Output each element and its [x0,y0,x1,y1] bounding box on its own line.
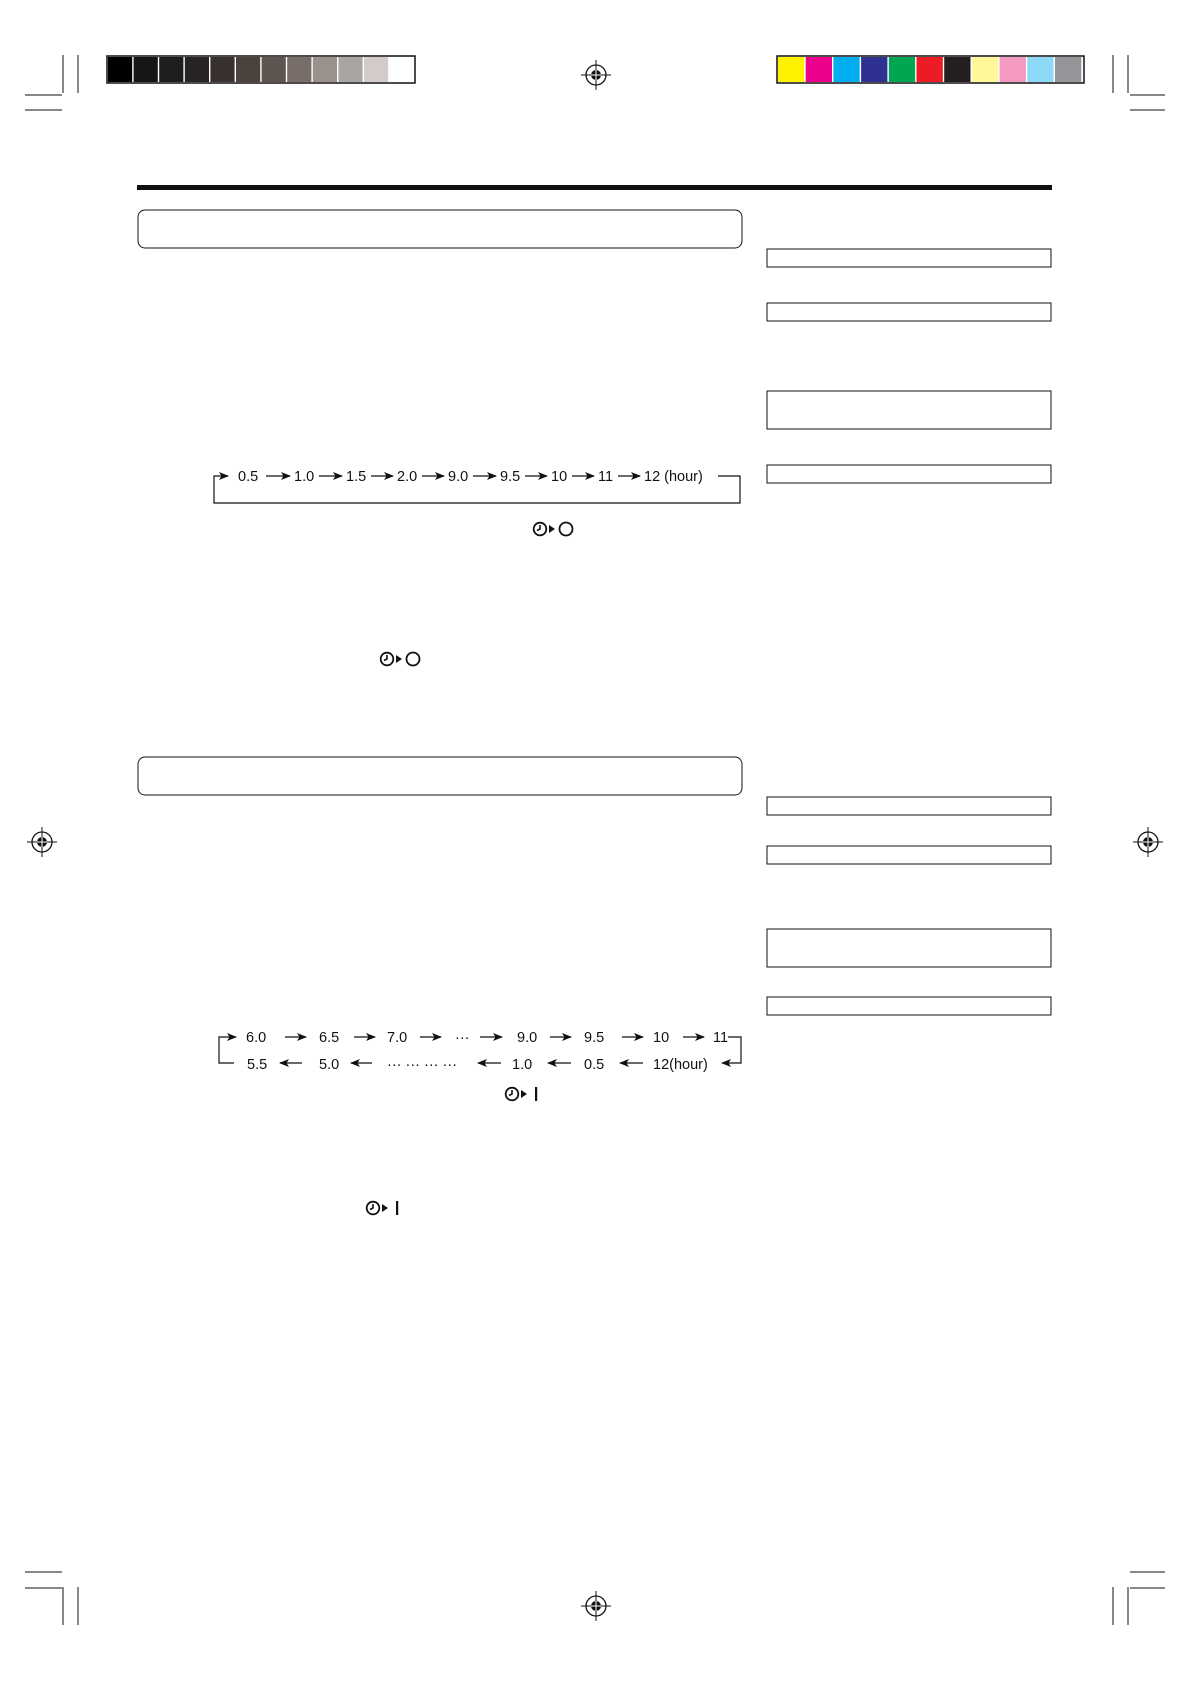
section1-heading-box [138,210,742,248]
gray-swatch [313,57,337,82]
cycle-value-top: 7.0 [387,1030,408,1046]
gray-swatch [185,57,209,82]
gray-swatch [159,57,183,82]
cycle-value: 12 (hour) [644,469,703,485]
color-swatch [861,57,887,82]
section2-cycle-diagram [219,1030,741,1073]
cycle-value: 11 [598,469,614,485]
cycle-value-bottom: 5.0 [319,1057,340,1073]
gray-swatch [287,57,311,82]
gray-swatch [390,57,414,82]
gray-swatch [236,57,260,82]
registration-mark-icon [1133,827,1163,857]
color-swatch [1055,57,1081,82]
gray-swatch [108,57,132,82]
gray-swatch [210,57,234,82]
cycle-value-top: 6.5 [319,1030,340,1046]
crop-marks [25,55,1165,1625]
clock-play-circle-icon [534,523,573,536]
section2-sidebar-boxes [767,797,1051,1015]
clock-play-bar-icon [367,1201,399,1215]
clock-play-circle-icon [381,653,420,666]
cycle-value: 1.5 [346,469,367,485]
color-swatch [889,57,915,82]
gray-swatch [338,57,362,82]
color-swatch [972,57,998,82]
cycle-value: 9.0 [448,469,469,485]
cycle-value-top: ··· [455,1030,470,1046]
section1-sidebar-boxes [767,249,1051,483]
clock-play-bar-icon [506,1087,538,1101]
registration-marks [27,60,1163,1621]
cycle-value: 10 [551,469,568,485]
cycle-value-top: 9.0 [517,1030,538,1046]
cycle-value-bottom: 1.0 [512,1057,533,1073]
header-rule [137,185,1052,190]
cycle-value-bottom: ··· ··· ··· ··· [387,1057,458,1073]
gray-swatch [364,57,388,82]
gray-swatch [134,57,158,82]
section1-cycle-diagram [214,469,740,503]
cycle-value-bottom: 12(hour) [653,1057,708,1073]
cycle-value: 9.5 [500,469,521,485]
cycle-value: 0.5 [238,469,259,485]
color-swatch [917,57,943,82]
color-swatch [778,57,804,82]
color-swatch [1000,57,1026,82]
color-swatch [806,57,832,82]
cycle-value-top: 11 [713,1030,729,1046]
color-swatch [944,57,970,82]
color-swatch [1027,57,1053,82]
section2-heading-box [138,757,742,795]
cycle-value: 1.0 [294,469,315,485]
cycle-value-top: 6.0 [246,1030,267,1046]
cycle-value-top: 10 [653,1030,670,1046]
cycle-value-bottom: 0.5 [584,1057,605,1073]
registration-mark-icon [27,827,57,857]
registration-mark-icon [581,60,611,90]
cycle-value-top: 9.5 [584,1030,605,1046]
gray-swatch [262,57,286,82]
registration-mark-icon [581,1591,611,1621]
cycle-value: 2.0 [397,469,418,485]
color-swatch-bar [777,56,1084,83]
grayscale-bar [107,56,415,83]
color-swatch [833,57,859,82]
cycle-value-bottom: 5.5 [247,1057,268,1073]
